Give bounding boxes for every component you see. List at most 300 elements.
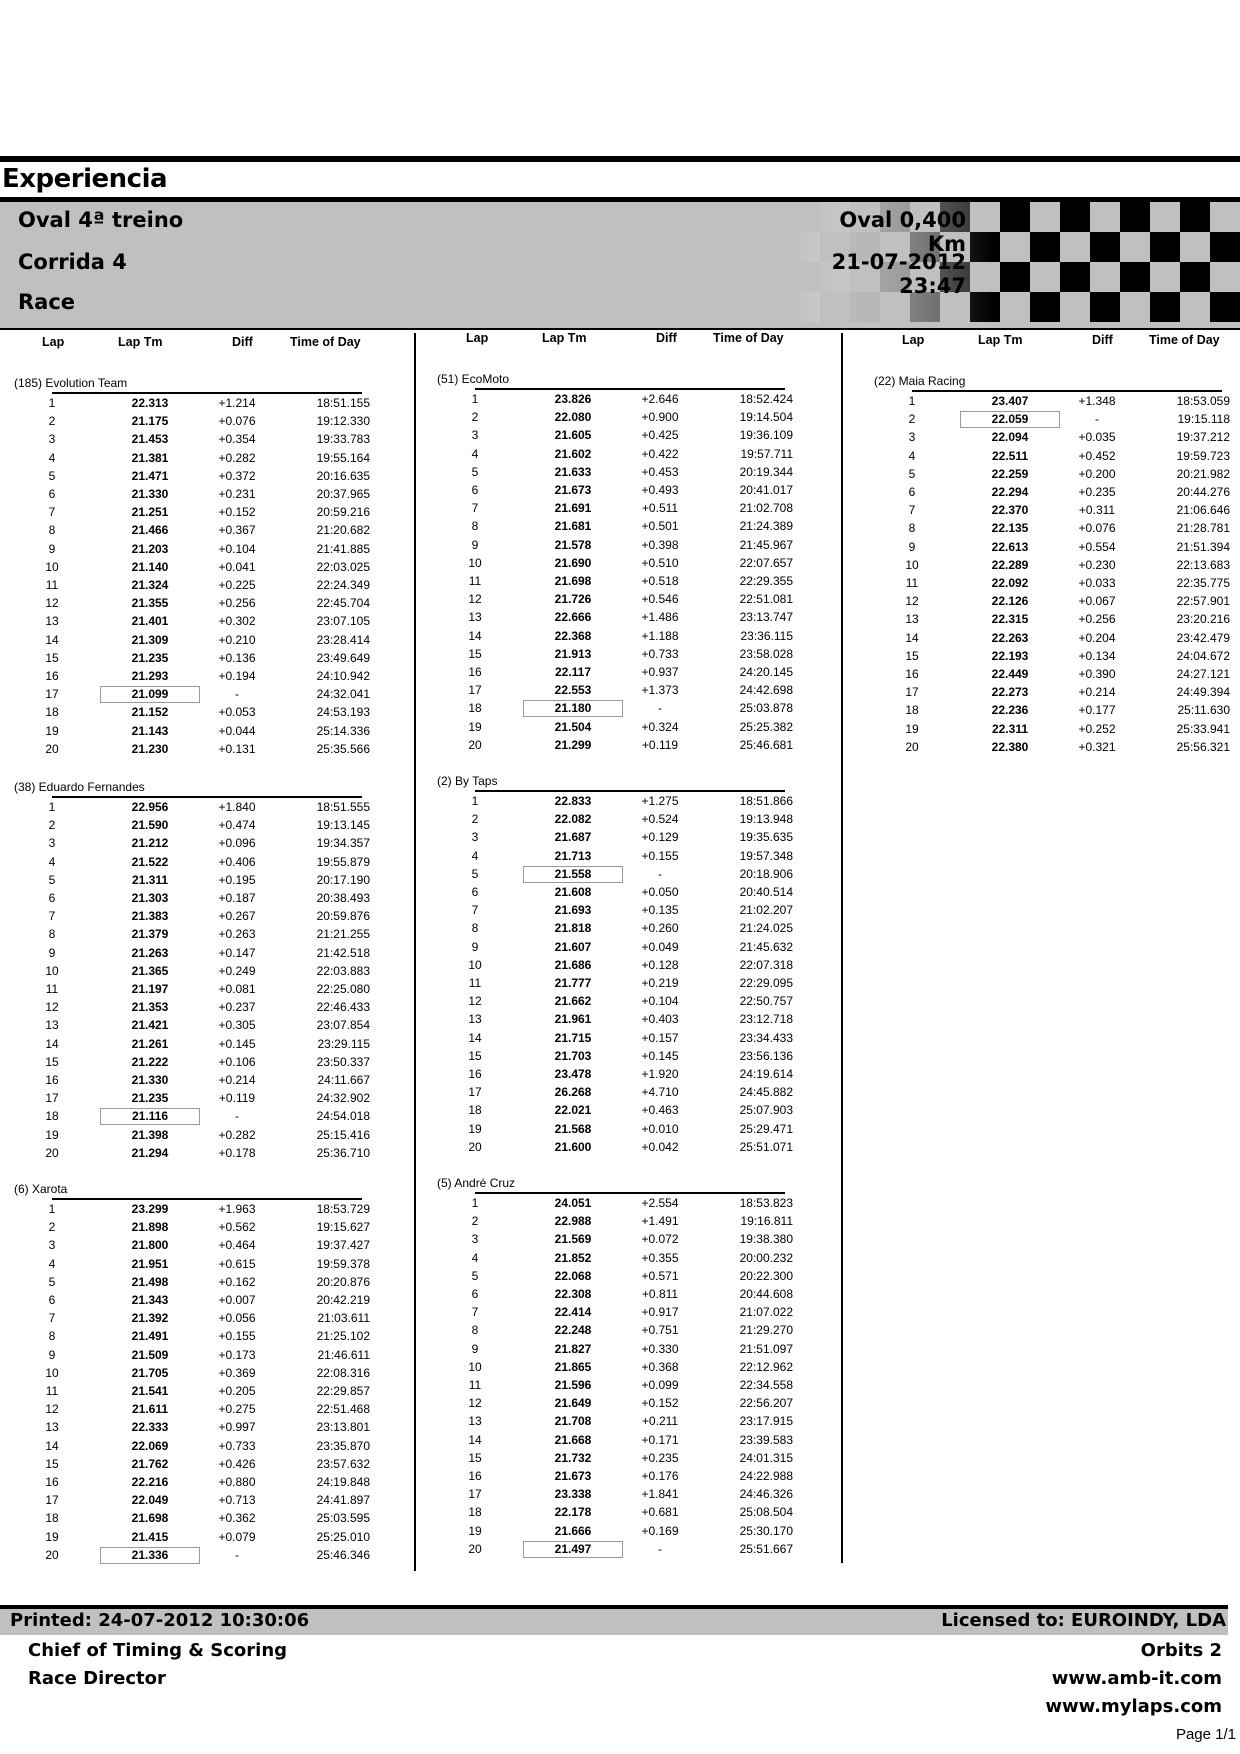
lap-number: 15 — [45, 1456, 59, 1471]
time-of-day: 20:20.876 — [316, 1274, 370, 1289]
lap-number: 1 — [48, 396, 56, 410]
table-row — [882, 410, 1230, 428]
lap-time: 21.152 — [131, 705, 169, 720]
lap-number: 10 — [45, 559, 59, 574]
lap-number: 8 — [471, 921, 479, 936]
lap-diff: +0.187 — [218, 891, 256, 905]
lap-time: 21.715 — [554, 1030, 592, 1045]
lap-diff: +0.136 — [218, 650, 256, 665]
lap-time: 22.613 — [991, 539, 1029, 554]
lap-number: 8 — [48, 523, 56, 538]
lap-diff: +0.354 — [218, 432, 256, 447]
lap-number: 16 — [45, 669, 59, 683]
lap-time: 23.826 — [554, 392, 592, 406]
lap-diff: +0.681 — [641, 1505, 679, 1520]
lap-number: 4 — [48, 1256, 56, 1271]
session-type: Race — [18, 290, 76, 314]
column-divider — [841, 333, 843, 1563]
lap-number: 7 — [48, 505, 56, 520]
table-row — [882, 483, 1230, 501]
lap-time: 22.311 — [991, 721, 1029, 736]
lap-number: 11 — [905, 576, 919, 590]
lap-diff: +0.917 — [641, 1305, 679, 1320]
driver-name: (185) Evolution Team — [14, 376, 128, 390]
lap-number: 18 — [468, 701, 482, 716]
time-of-day: 25:36.710 — [316, 1145, 370, 1160]
time-of-day: 19:37.427 — [316, 1238, 370, 1253]
table-row — [22, 722, 370, 740]
table-row — [22, 1546, 370, 1564]
table-row — [22, 1035, 370, 1053]
table-row — [882, 574, 1230, 592]
lap-number: 15 — [468, 646, 482, 661]
table-row — [445, 1101, 793, 1119]
lap-diff: +0.219 — [641, 976, 679, 990]
table-row — [22, 907, 370, 925]
lap-time: 23.478 — [554, 1067, 592, 1081]
time-of-day: 25:15.416 — [316, 1127, 370, 1142]
time-of-day: 21:21.255 — [316, 927, 370, 942]
lap-time: 21.602 — [554, 446, 592, 461]
lap-diff: +0.398 — [641, 537, 679, 552]
lap-number: 2 — [471, 812, 479, 827]
lap-time: 22.236 — [991, 703, 1029, 718]
table-row — [22, 449, 370, 467]
lap-number: 15 — [468, 1048, 482, 1063]
column-divider — [414, 333, 416, 1571]
table-row — [22, 1107, 370, 1125]
best-lap-time: 21.558 — [523, 866, 623, 883]
lap-diff: +0.880 — [218, 1475, 256, 1489]
lap-number: 11 — [45, 982, 59, 996]
lap-diff: +0.231 — [218, 487, 256, 501]
lap-time: 21.330 — [131, 1073, 169, 1087]
table-row — [22, 685, 370, 703]
time-of-day: 21:20.682 — [316, 523, 370, 538]
time-of-day: 23:28.414 — [316, 632, 370, 647]
lap-diff: +0.099 — [641, 1378, 679, 1392]
time-of-day: 19:13.948 — [739, 812, 793, 827]
lap-number: 12 — [468, 592, 482, 607]
printed-date: Printed: 24-07-2012 10:30:06 — [10, 1610, 310, 1631]
lap-diff: +0.152 — [641, 1396, 679, 1411]
time-of-day: 21:25.102 — [316, 1329, 370, 1344]
lap-time: 26.268 — [554, 1085, 592, 1100]
lap-number: 6 — [908, 485, 916, 499]
lap-time: 22.049 — [131, 1493, 169, 1508]
page-number: Page 1/1 — [1175, 1726, 1236, 1743]
lap-number: 2 — [908, 412, 916, 427]
table-row — [445, 1321, 793, 1339]
col-time-of-day: Time of Day — [290, 335, 361, 349]
lap-diff: +0.463 — [641, 1103, 679, 1118]
table-row — [22, 1218, 370, 1236]
lap-diff: +0.171 — [641, 1432, 679, 1447]
lap-diff: +0.256 — [1078, 612, 1116, 627]
time-of-day: 19:12.330 — [316, 414, 370, 429]
lap-number: 4 — [471, 848, 479, 863]
lap-number: 15 — [45, 1054, 59, 1069]
lap-time: 21.762 — [131, 1456, 169, 1471]
table-row — [882, 447, 1230, 465]
lap-time: 21.852 — [554, 1250, 592, 1265]
lap-time: 22.370 — [991, 503, 1029, 518]
time-of-day: 22:03.025 — [316, 559, 370, 574]
lap-time: 21.698 — [131, 1511, 169, 1526]
lap-diff: +0.173 — [218, 1347, 256, 1362]
table-row — [445, 445, 793, 463]
lap-time: 21.293 — [131, 669, 169, 683]
table-row — [445, 828, 793, 846]
lap-diff: +0.330 — [641, 1341, 679, 1356]
time-of-day: 23:17.915 — [739, 1414, 793, 1429]
lap-diff: +0.403 — [641, 1012, 679, 1027]
time-of-day: 20:38.493 — [316, 891, 370, 905]
lap-time: 21.140 — [131, 559, 169, 574]
lap-number: 15 — [468, 1450, 482, 1465]
time-of-day: 20:21.982 — [1176, 466, 1230, 481]
lap-number: 13 — [905, 612, 919, 627]
lap-time: 22.117 — [554, 665, 592, 679]
lap-number: 13 — [468, 1414, 482, 1429]
table-row — [445, 956, 793, 974]
lap-diff: - — [235, 1547, 239, 1562]
lap-number: 3 — [471, 1232, 479, 1247]
driver-name: (2) By Taps — [437, 774, 498, 788]
table-row — [445, 1449, 793, 1467]
lap-time: 21.263 — [131, 945, 169, 960]
table-row — [882, 465, 1230, 483]
time-of-day: 24:04.672 — [1176, 648, 1230, 663]
lap-number: 18 — [905, 703, 919, 718]
time-of-day: 23:56.136 — [739, 1048, 793, 1063]
table-row — [22, 1400, 370, 1418]
driver-name: (51) EcoMoto — [437, 372, 510, 386]
lap-diff: +1.214 — [218, 396, 256, 410]
lap-number: 20 — [45, 1145, 59, 1160]
lap-time: 22.021 — [554, 1103, 592, 1118]
best-lap-time: 21.497 — [523, 1541, 623, 1558]
time-of-day: 20:59.876 — [316, 909, 370, 924]
lap-number: 14 — [45, 632, 59, 647]
table-row — [22, 962, 370, 980]
col-diff: Diff — [1092, 333, 1113, 347]
lap-time: 21.827 — [554, 1341, 592, 1356]
time-of-day: 21:02.207 — [739, 903, 793, 918]
table-row — [445, 1412, 793, 1430]
lap-number: 7 — [48, 909, 56, 924]
table-row — [445, 627, 793, 645]
lap-time: 21.222 — [131, 1054, 169, 1069]
table-row — [22, 1309, 370, 1327]
lap-number: 16 — [468, 1469, 482, 1483]
time-of-day: 21:07.022 — [739, 1305, 793, 1320]
time-of-day: 24:32.902 — [316, 1091, 370, 1106]
best-lap-time: 22.059 — [960, 411, 1060, 428]
time-of-day: 25:46.681 — [739, 737, 793, 752]
lap-number: 16 — [45, 1475, 59, 1489]
lap-time: 22.988 — [554, 1214, 592, 1229]
col-diff: Diff — [232, 335, 253, 349]
time-of-day: 23:49.649 — [316, 650, 370, 665]
table-row — [882, 701, 1230, 719]
lap-time: 21.365 — [131, 963, 169, 978]
table-row — [22, 412, 370, 430]
lap-diff: +1.188 — [641, 628, 679, 643]
time-of-day: 22:07.318 — [739, 957, 793, 972]
time-of-day: 24:27.121 — [1176, 667, 1230, 681]
table-row — [445, 718, 793, 736]
lap-time: 22.833 — [554, 794, 592, 808]
lap-diff: +0.152 — [218, 505, 256, 520]
time-of-day: 24:54.018 — [316, 1109, 370, 1124]
table-row — [22, 558, 370, 576]
lap-diff: +0.155 — [641, 848, 679, 863]
time-of-day: 24:45.882 — [739, 1085, 793, 1100]
lap-number: 1 — [48, 800, 56, 814]
time-of-day: 21:29.270 — [739, 1323, 793, 1338]
table-row — [22, 467, 370, 485]
table-row — [22, 1491, 370, 1509]
time-of-day: 25:56.321 — [1176, 739, 1230, 754]
lap-diff: +0.571 — [641, 1268, 679, 1283]
time-of-day: 25:51.071 — [739, 1139, 793, 1154]
table-row — [445, 1340, 793, 1358]
lap-time: 21.818 — [554, 921, 592, 936]
lap-number: 10 — [905, 557, 919, 572]
lap-diff: +0.518 — [641, 574, 679, 588]
table-row — [445, 1138, 793, 1156]
lap-time: 21.466 — [131, 523, 169, 538]
lap-time: 21.686 — [554, 957, 592, 972]
lap-number: 3 — [471, 830, 479, 845]
time-of-day: 18:53.729 — [316, 1202, 370, 1216]
time-of-day: 22:51.081 — [739, 592, 793, 607]
time-of-day: 22:12.962 — [739, 1359, 793, 1374]
lap-time: 21.951 — [131, 1256, 169, 1271]
lap-number: 6 — [471, 885, 479, 899]
time-of-day: 24:19.614 — [739, 1067, 793, 1081]
lap-number: 8 — [48, 927, 56, 942]
lap-diff: +0.453 — [641, 464, 679, 479]
table-row — [882, 720, 1230, 738]
lap-number: 14 — [468, 1432, 482, 1447]
lap-number: 5 — [908, 466, 916, 481]
lap-diff: +0.076 — [218, 414, 256, 429]
time-of-day: 21:41.885 — [316, 541, 370, 556]
time-of-day: 21:51.394 — [1176, 539, 1230, 554]
lap-diff: +0.072 — [641, 1232, 679, 1247]
time-of-day: 21:02.708 — [739, 501, 793, 516]
lap-time: 22.080 — [554, 410, 592, 425]
table-row — [22, 521, 370, 539]
lap-diff: +0.056 — [218, 1311, 256, 1326]
lap-time: 22.313 — [131, 396, 169, 410]
lap-number: 9 — [471, 537, 479, 552]
lap-diff: +0.178 — [218, 1145, 256, 1160]
table-row — [445, 1029, 793, 1047]
lap-diff: +0.200 — [1078, 466, 1116, 481]
lap-diff: +0.369 — [218, 1365, 256, 1380]
lap-diff: +0.214 — [1078, 685, 1116, 700]
table-row — [445, 1267, 793, 1285]
table-row — [22, 1455, 370, 1473]
lap-diff: +0.211 — [641, 1414, 679, 1429]
lap-diff: +0.157 — [641, 1030, 679, 1045]
table-row — [445, 481, 793, 499]
table-row — [22, 1236, 370, 1254]
lap-time: 21.299 — [554, 737, 592, 752]
lap-diff: +0.511 — [641, 501, 679, 516]
table-row — [445, 938, 793, 956]
col-lap: Lap — [902, 333, 925, 347]
time-of-day: 23:57.632 — [316, 1456, 370, 1471]
table-row — [445, 408, 793, 426]
lap-number: 5 — [471, 464, 479, 479]
time-of-day: 25:03.595 — [316, 1511, 370, 1526]
lap-time: 22.315 — [991, 612, 1029, 627]
table-row — [445, 1194, 793, 1212]
lap-number: 7 — [471, 1305, 479, 1320]
lap-number: 11 — [45, 1384, 59, 1398]
time-of-day: 25:33.941 — [1176, 721, 1230, 736]
time-of-day: 22:45.704 — [316, 596, 370, 611]
time-of-day: 23:42.479 — [1176, 630, 1230, 645]
lap-time: 21.353 — [131, 1000, 169, 1015]
lap-number: 20 — [468, 1541, 482, 1556]
lap-diff: +0.053 — [218, 705, 256, 720]
table-row — [22, 1071, 370, 1089]
table-row — [445, 390, 793, 408]
table-row — [22, 576, 370, 594]
lap-time: 21.235 — [131, 650, 169, 665]
lap-time: 21.865 — [554, 1359, 592, 1374]
lap-time: 22.068 — [554, 1268, 592, 1283]
lap-diff: +0.510 — [641, 555, 679, 570]
lap-number: 3 — [48, 1238, 56, 1253]
time-of-day: 22:29.095 — [739, 976, 793, 990]
lap-diff: +0.425 — [641, 428, 679, 443]
time-of-day: 19:55.879 — [316, 854, 370, 869]
lap-time: 23.299 — [131, 1202, 169, 1216]
table-row — [445, 1376, 793, 1394]
time-of-day: 22:50.757 — [739, 994, 793, 1009]
time-of-day: 25:25.010 — [316, 1529, 370, 1544]
lap-time: 21.309 — [131, 632, 169, 647]
lap-diff: +0.390 — [1078, 667, 1116, 681]
table-row — [882, 392, 1230, 410]
table-row — [22, 1327, 370, 1345]
time-of-day: 23:35.870 — [316, 1438, 370, 1453]
time-of-day: 19:15.118 — [1177, 412, 1230, 427]
best-lap-time: 21.336 — [100, 1547, 200, 1564]
lap-diff: +0.079 — [218, 1529, 256, 1544]
table-row — [445, 1540, 793, 1558]
lap-time: 22.380 — [991, 739, 1029, 754]
lap-number: 18 — [468, 1103, 482, 1118]
driver-name: (6) Xarota — [14, 1182, 68, 1196]
lap-diff: +0.546 — [641, 592, 679, 607]
lap-diff: +0.235 — [641, 1450, 679, 1465]
col-lap-tm: Lap Tm — [978, 333, 1023, 347]
lap-number: 2 — [48, 414, 56, 429]
lap-number: 6 — [48, 1293, 56, 1307]
table-row — [22, 612, 370, 630]
time-of-day: 24:19.848 — [316, 1475, 370, 1489]
lap-number: 17 — [905, 685, 919, 700]
table-row — [445, 554, 793, 572]
table-row — [882, 629, 1230, 647]
time-of-day: 21:42.518 — [316, 945, 370, 960]
time-of-day: 25:03.878 — [739, 701, 793, 716]
time-of-day: 24:49.394 — [1176, 685, 1230, 700]
table-row — [22, 1418, 370, 1436]
table-row — [445, 590, 793, 608]
lap-diff: +2.554 — [641, 1196, 679, 1210]
lap-number: 7 — [471, 501, 479, 516]
lap-diff: +0.049 — [641, 939, 679, 954]
time-of-day: 19:57.711 — [740, 446, 793, 461]
time-of-day: 22:29.857 — [316, 1384, 370, 1398]
lap-time: 22.308 — [554, 1287, 592, 1301]
lap-diff: +0.733 — [218, 1438, 256, 1453]
lap-number: 14 — [905, 630, 919, 645]
lap-diff: +0.041 — [218, 559, 256, 574]
table-row — [22, 998, 370, 1016]
lap-diff: +0.937 — [641, 665, 679, 679]
lap-diff: +0.324 — [641, 719, 679, 734]
lap-time: 22.449 — [991, 667, 1029, 681]
table-row — [445, 847, 793, 865]
lap-diff: +0.267 — [218, 909, 256, 924]
lap-diff: +0.106 — [218, 1054, 256, 1069]
lap-time: 21.649 — [554, 1396, 592, 1411]
time-of-day: 25:30.170 — [739, 1523, 793, 1538]
table-row — [445, 645, 793, 663]
lap-time: 22.193 — [991, 648, 1029, 663]
lap-time: 21.498 — [131, 1274, 169, 1289]
time-of-day: 19:34.357 — [316, 836, 370, 851]
lap-diff: +1.491 — [641, 1214, 679, 1229]
lap-number: 20 — [45, 741, 59, 756]
lap-diff: +0.562 — [218, 1220, 256, 1235]
lap-number: 12 — [45, 596, 59, 611]
table-row — [22, 1126, 370, 1144]
lap-time: 24.051 — [554, 1196, 592, 1210]
lap-diff: +0.104 — [218, 541, 256, 556]
lap-time: 21.668 — [554, 1432, 592, 1447]
lap-number: 2 — [48, 818, 56, 833]
lap-number: 17 — [468, 683, 482, 698]
lap-diff: +0.235 — [1078, 485, 1116, 499]
lap-number: 20 — [45, 1547, 59, 1562]
lap-diff: +0.426 — [218, 1456, 256, 1471]
lap-time: 21.726 — [554, 592, 592, 607]
time-of-day: 23:36.115 — [740, 628, 793, 643]
lap-time: 21.343 — [131, 1293, 169, 1307]
lap-number: 16 — [468, 665, 482, 679]
lap-time: 22.092 — [991, 576, 1029, 590]
session-name: Oval 4ª treino — [18, 208, 184, 232]
time-of-day: 23:34.433 — [739, 1030, 793, 1045]
table-row — [22, 1016, 370, 1034]
table-row — [445, 1485, 793, 1503]
time-of-day: 19:16.811 — [740, 1214, 793, 1229]
lap-number: 13 — [45, 614, 59, 629]
time-of-day: 18:53.059 — [1176, 394, 1230, 408]
time-of-day: 25:14.336 — [316, 723, 370, 738]
lap-time: 21.541 — [131, 1384, 169, 1398]
